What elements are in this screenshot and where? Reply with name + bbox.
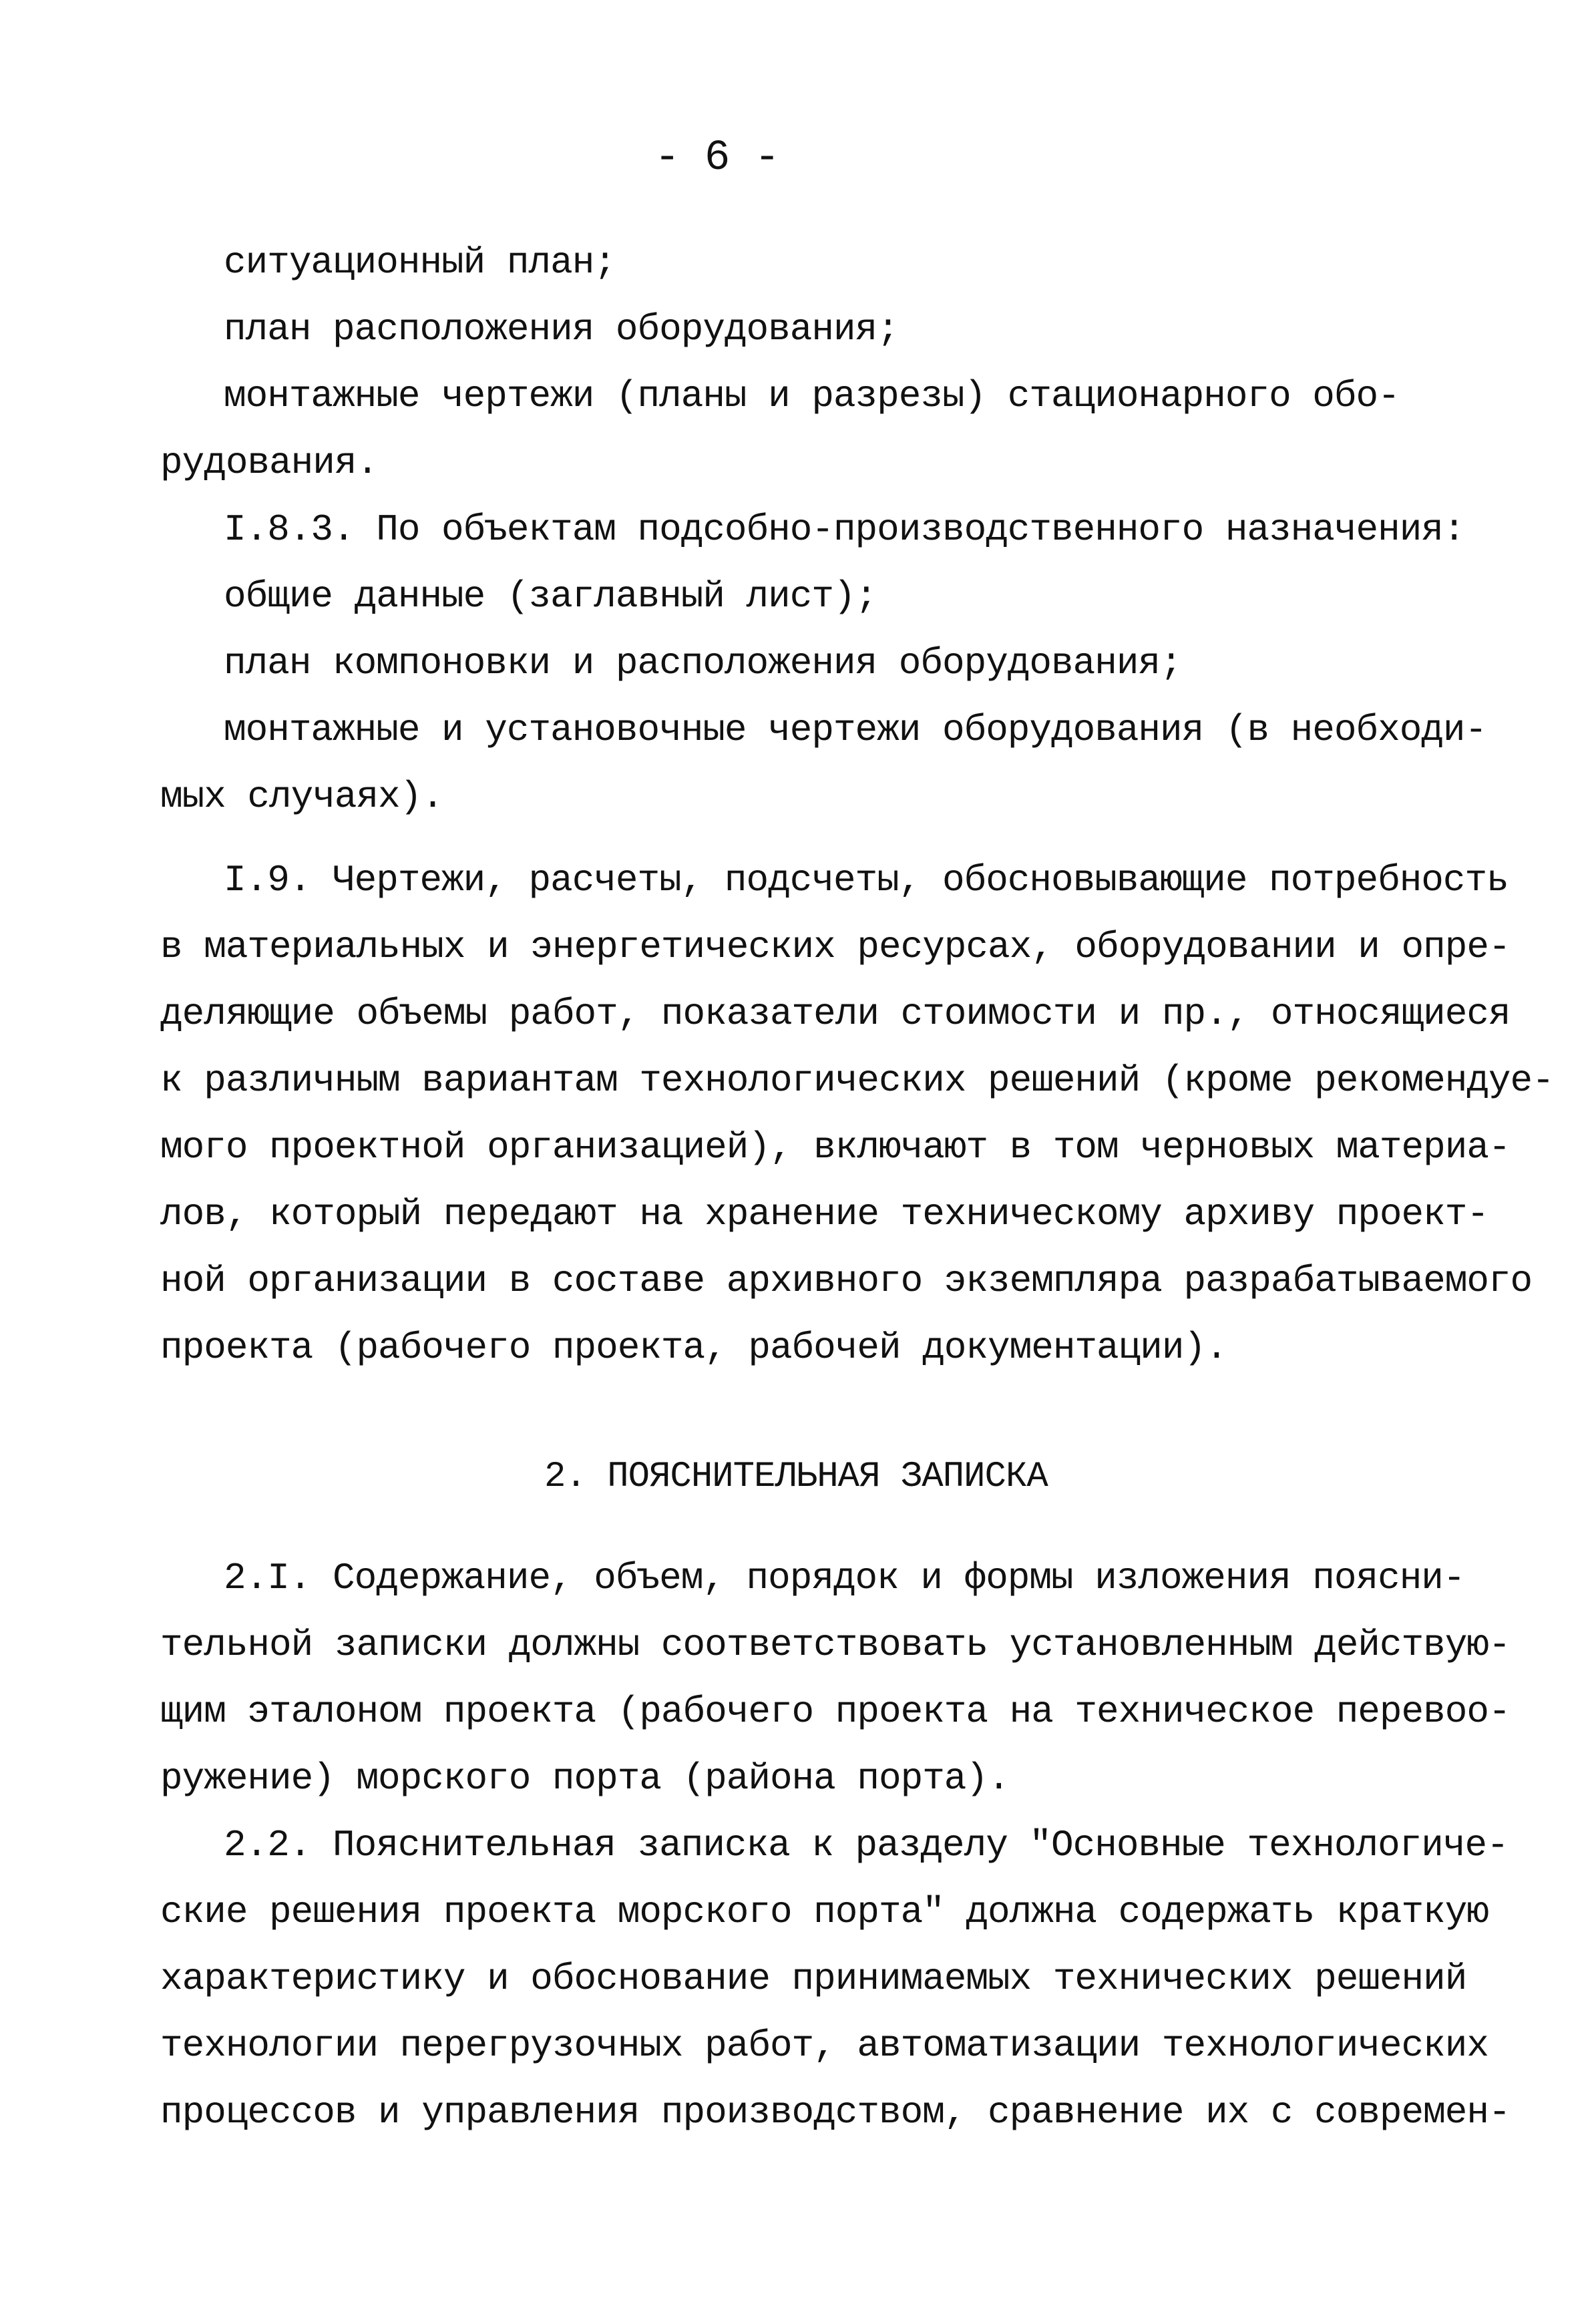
text-line: ситуационный план; (224, 241, 616, 284)
text-line: характеристику и обоснование принимаемых технических решений (160, 1957, 1467, 2000)
text-line: план расположения оборудования; (224, 308, 899, 351)
text-line: технологии перегрузочных работ, автоматизации технологических (160, 2024, 1488, 2067)
text-line: монтажные и установочные чертежи оборудования (в необходи- (224, 709, 1487, 751)
text-line: мых случаях). (160, 775, 443, 818)
text-line: к различным вариантам технологических решений (кроме рекомендуе- (160, 1059, 1554, 1102)
text-line: в материальных и энергетических ресурсах, оборудовании и опре- (160, 926, 1511, 968)
text-line: щим эталоном проекта (рабочего проекта на техническое перевоо- (160, 1690, 1511, 1733)
text-line: тельной записки должны соответствовать установленным действую- (160, 1623, 1511, 1666)
section-heading: 2. ПОЯСНИТЕЛЬНАЯ ЗАПИСКА (544, 1457, 1048, 1497)
text-line: I.9. Чертежи, расчеты, подсчеты, обосновывающие потребность (224, 859, 1509, 902)
text-line: 2.I. Содержание, объем, порядок и формы изложения поясни- (224, 1557, 1465, 1599)
text-line: процессов и управления производством, сравнение их с современ- (160, 2091, 1511, 2134)
text-line: план компоновки и расположения оборудования; (224, 642, 1182, 685)
text-line: ной организации в составе архивного экземпляра разрабатываемого (160, 1260, 1533, 1302)
text-line: лов, который передают на хранение техническому архиву проект- (160, 1193, 1488, 1235)
text-line: ружение) морского порта (района порта). (160, 1757, 1010, 1800)
page-number: - 6 - (654, 134, 780, 182)
text-line: I.8.3. По объектам подсобно-производственного назначения: (224, 508, 1465, 551)
text-line: 2.2. Пояснительная записка к разделу "Основные технологиче- (224, 1824, 1509, 1867)
text-line: рудования. (160, 441, 379, 484)
text-line: ские решения проекта морского порта" должна содержать краткую (160, 1891, 1488, 1933)
text-line: мого проектной организацией), включают в том черновых материа- (160, 1126, 1511, 1169)
text-line: общие данные (заглавный лист); (224, 575, 877, 618)
text-line: монтажные чертежи (планы и разрезы) стационарного обо- (224, 375, 1400, 417)
text-line: деляющие объемы работ, показатели стоимости и пр., относящиеся (160, 992, 1511, 1035)
text-line: проекта (рабочего проекта, рабочей документации). (160, 1326, 1227, 1369)
